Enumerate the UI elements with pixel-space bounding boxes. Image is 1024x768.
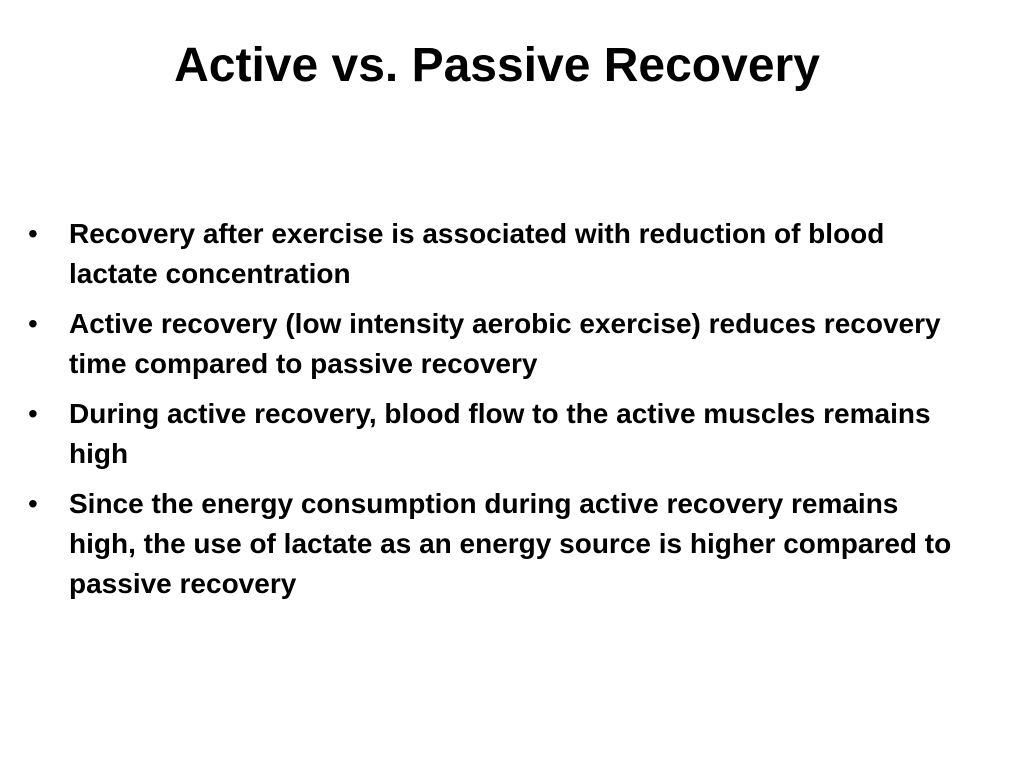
bullet-text: During active recovery, blood flow to the active muscles remains high (69, 398, 931, 469)
bullet-item (28, 394, 972, 474)
slide-title: Active vs. Passive Recovery (174, 39, 820, 92)
bullet-text: Since the energy consumption during active recovery remains high, the use of lactate as an energy source is higher compared to passive recovery (69, 488, 952, 599)
bullet-item (28, 304, 972, 384)
bullet-text: Recovery after exercise is associated with reduction of blood lactate concentration (69, 218, 885, 289)
bullet-icon: • (28, 398, 38, 429)
bullet-item (28, 484, 972, 604)
bullet-text: Active recovery (low intensity aerobic exercise) reduces recovery time compared to passive recovery (69, 308, 941, 379)
bullet-icon: • (28, 308, 38, 339)
bullet-item (28, 214, 972, 294)
bullet-icon: • (28, 218, 38, 249)
bullet-list (28, 214, 972, 614)
bullet-icon: • (28, 488, 38, 519)
